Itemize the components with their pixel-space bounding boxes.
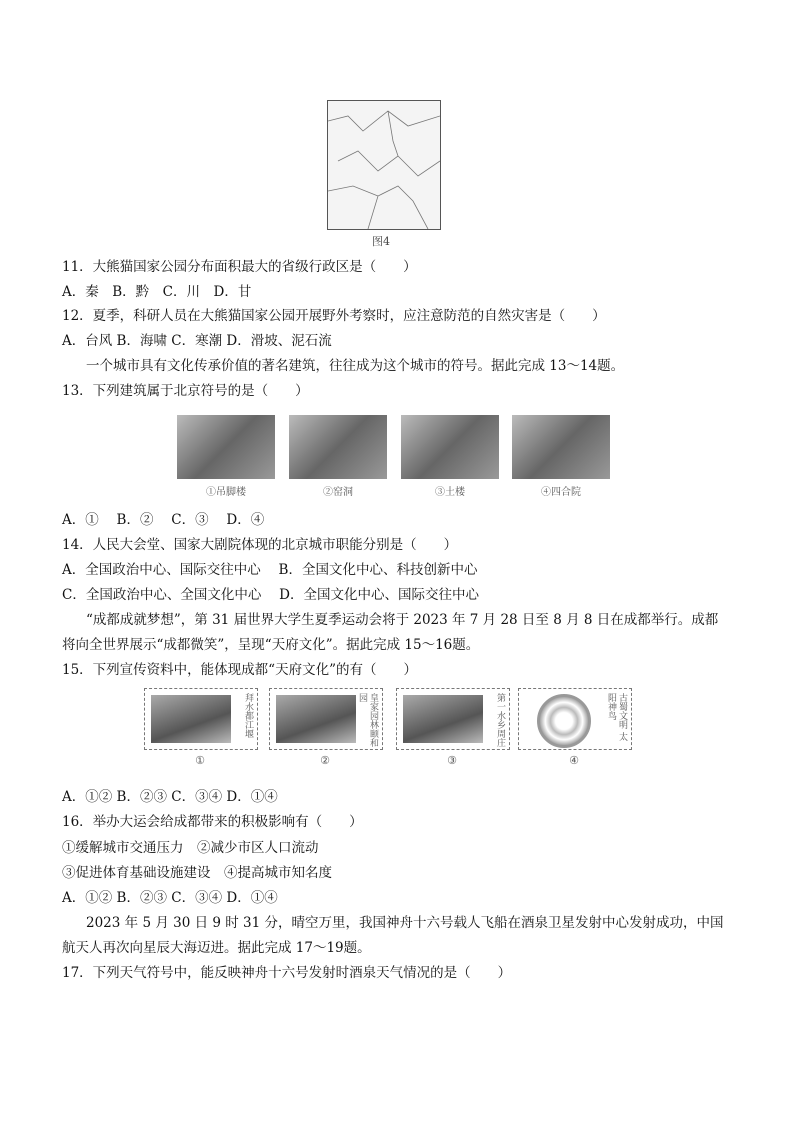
q16-items-2: ③促进体育基础设施建设 ④提高城市知名度 [62, 865, 332, 881]
card-zhouzhuang: 第一水乡周庄 [396, 688, 510, 750]
q11-stem: 11．大熊猫国家公园分布面积最大的省级行政区是（ ） [62, 259, 417, 275]
q12-options: A．台风 B．海啸 C．寒潮 D．滑坡、泥石流 [62, 333, 332, 349]
photo-diaojiaolou [177, 415, 275, 479]
q15-options: A．①② B．②③ C．③④ D．①④ [62, 789, 278, 805]
q12-stem: 12．夏季，科研人员在大熊猫国家公园开展野外考察时，应注意防范的自然灾害是（ ） [62, 308, 606, 324]
intro-17-line2: 航天人再次向星辰大海迈进。据此完成 17～19题。 [62, 940, 371, 956]
card-number: ④ [569, 754, 579, 767]
photo-tulou [401, 415, 499, 479]
photo-label: ①吊脚楼 [206, 487, 246, 498]
q16-stem: 16．举办大运会给成都带来的积极影响有（ ） [62, 814, 363, 830]
card-number: ② [320, 754, 330, 767]
q15-stem: 15．下列宣传资料中，能体现成都“天府文化”的有（ ） [62, 662, 417, 678]
photo-siheyuan [512, 415, 610, 479]
card-number: ① [195, 754, 205, 767]
figure-4-map [327, 100, 441, 230]
intro-13: 一个城市具有文化传承价值的著名建筑，往往成为这个城市的符号。据此完成 13～14题。 [86, 358, 625, 374]
card-yiheyuan: 皇家园林颐和园 [269, 688, 383, 750]
photo-label: ③土楼 [435, 487, 465, 498]
q11-options: A．秦 B．黔 C．川 D．甘 [62, 284, 252, 300]
q16-items-1: ①缓解城市交通压力 ②减少市区人口流动 [62, 840, 319, 856]
figure-caption: 图4 [372, 235, 390, 248]
intro-15-line2: 将向全世界展示“成都微笑”，呈现“天府文化”。据此完成 15～16题。 [62, 637, 480, 653]
q13-stem: 13．下列建筑属于北京符号的是（ ） [62, 383, 309, 399]
q13-options: A．① B．② C．③ D．④ [62, 512, 265, 528]
map-boundaries [328, 101, 440, 229]
photo-label: ②窑洞 [323, 487, 353, 498]
photo-yaodong [289, 415, 387, 479]
q16-options: A．①② B．②③ C．③④ D．①④ [62, 890, 278, 906]
card-sun-bird: 古蜀文明 太阳神鸟 [518, 688, 632, 750]
q14-stem: 14．人民大会堂、国家大剧院体现的北京城市职能分别是（ ） [62, 537, 458, 553]
card-dujiangyan: 拜水都江堰 [144, 688, 258, 750]
photo-label: ④四合院 [541, 487, 581, 498]
card-number: ③ [447, 754, 457, 767]
intro-17-line1: 2023 年 5 月 30 日 9 时 31 分，晴空万里，我国神舟十六号载人飞船在酒泉卫星发射中心发射成功，中国 [86, 915, 724, 931]
q14-options-cd: C．全国政治中心、全国文化中心 D．全国文化中心、国际交往中心 [62, 587, 479, 603]
sun-bird-icon [537, 694, 591, 748]
q14-options-ab: A．全国政治中心、国际交往中心 B．全国文化中心、科技创新中心 [62, 562, 478, 578]
q17-stem: 17．下列天气符号中，能反映神舟十六号发射时酒泉天气情况的是（ ） [62, 965, 512, 981]
intro-15-line1: “成都成就梦想”，第 31 届世界大学生夏季运动会将于 2023 年 7 月 28 日至 8 月 8 日在成都举行。成都 [86, 612, 719, 628]
